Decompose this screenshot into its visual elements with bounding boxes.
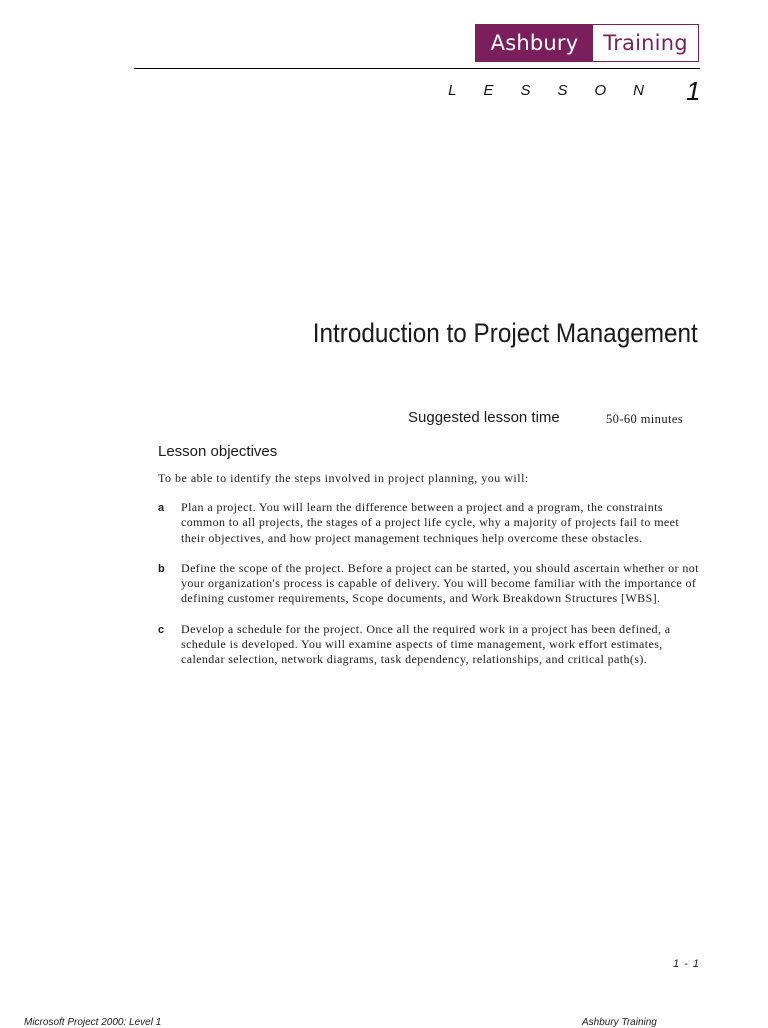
objectives-list bbox=[158, 500, 703, 683]
ashbury-training-logo bbox=[475, 24, 699, 62]
footer-publisher: Ashbury Training bbox=[582, 1017, 657, 1028]
suggested-time-label: Suggested lesson time bbox=[408, 409, 560, 426]
header-rule bbox=[134, 68, 700, 69]
objective-text: Define the scope of the project. Before a project can be started, you should ascertain whether or not your organization's process is capable of delivery. You will become familiar with the importance of defining customer requirements, Scope documents, and Work Breakdown Structures [WBS]. bbox=[181, 560, 699, 606]
objectives-heading: Lesson objectives bbox=[158, 443, 278, 460]
lesson-number: 1 bbox=[686, 76, 701, 106]
objective-letter: a bbox=[158, 502, 165, 514]
objective-text: Plan a project. You will learn the difference between a project and a program, the constraints common to all projects, the stages of a project life cycle, why a majority of projects fail to meet their objectives, and how project management techniques help overcome these obstacles. bbox=[181, 500, 680, 545]
objective-letter: c bbox=[158, 623, 165, 636]
page-title: Introduction to Project Management bbox=[313, 318, 698, 348]
suggested-time-value: 50-60 minutes bbox=[606, 412, 684, 426]
objective-item bbox=[158, 500, 703, 546]
logo-ashbury-text: Ashbury bbox=[476, 25, 593, 61]
footer-course-title: Microsoft Project 2000: Level 1 bbox=[24, 1017, 162, 1028]
objective-item bbox=[158, 622, 703, 668]
objective-item bbox=[158, 561, 703, 607]
objective-text: Develop a schedule for the project. Once all the required work in a project has been defined, a schedule is developed. You will examine aspects of time management, work effort estimates, calendar selection, network diagrams, task dependency, relationships, and critical path(s). bbox=[181, 621, 671, 667]
lesson-label: LESSON bbox=[448, 82, 671, 99]
logo-training-text: Training bbox=[593, 25, 698, 61]
objectives-intro: To be able to identify the steps involved in project planning, you will: bbox=[158, 471, 529, 485]
objective-letter: b bbox=[158, 562, 165, 575]
page-number: 1 - 1 bbox=[672, 958, 700, 970]
